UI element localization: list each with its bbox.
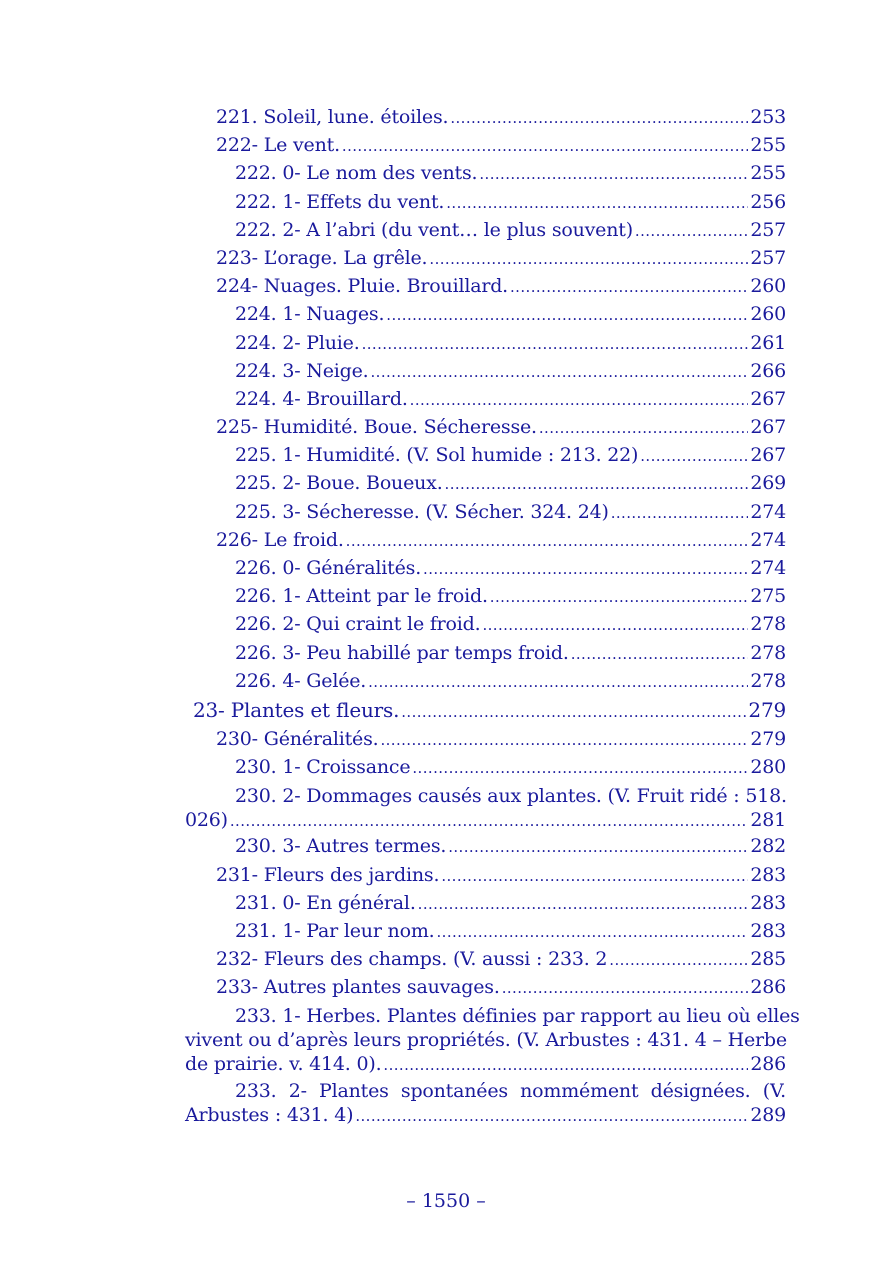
toc-entry-label: 226. 2- Qui craint le froid. — [235, 613, 481, 636]
leader-dots — [370, 363, 748, 381]
toc-entry-page: 266 — [750, 359, 786, 382]
toc-entry — [185, 303, 786, 331]
leader-dots — [611, 504, 749, 522]
toc-entry — [185, 613, 786, 641]
leader-dots — [368, 673, 748, 691]
toc-entry-page: 280 — [750, 756, 786, 779]
toc-entry-label: 224. 2- Pluie. — [235, 331, 360, 354]
toc-entry-label: 225. 1- Humidité. (V. Sol humide : 213. 22) — [235, 444, 639, 467]
toc-entry-page: 260 — [750, 303, 786, 326]
toc-entry — [185, 976, 786, 1004]
toc-entry-label: 224. 4- Brouillard. — [235, 387, 408, 410]
toc-entry-label: 232- Fleurs des champs. (V. aussi : 233. 2 — [216, 948, 608, 971]
toc-entry-page: 274 — [750, 528, 786, 551]
leader-dots — [445, 475, 749, 493]
leader-dots — [482, 616, 748, 634]
leader-dots — [635, 222, 748, 240]
toc-entry-label: 224- Nuages. Pluie. Brouillard. — [216, 275, 509, 298]
toc-entry — [185, 585, 786, 613]
table-of-contents — [185, 106, 800, 1130]
toc-entry-page: 279 — [748, 697, 786, 722]
toc-entry-page: 282 — [750, 835, 786, 858]
leader-dots — [423, 560, 748, 578]
toc-entry-page: 267 — [750, 416, 786, 439]
leader-dots — [502, 979, 749, 997]
toc-entry-label: 225. 3- Sécheresse. (V. Sécher. 324. 24) — [235, 500, 609, 523]
toc-entry-label: 230- Généralités. — [216, 727, 379, 750]
toc-entry — [185, 444, 786, 472]
toc-entry-label: 225. 2- Boue. Boueux. — [235, 472, 443, 495]
leader-dots — [386, 306, 748, 324]
toc-entry-page: 260 — [750, 275, 786, 298]
page-number: – 1550 – — [406, 1190, 486, 1212]
toc-entry-label: 231. 0- En général. — [235, 891, 416, 914]
toc-entry — [185, 835, 786, 863]
toc-entry-label-line: 026) — [185, 809, 228, 832]
toc-entry-label: 222. 2- A l’abri (du vent… le plus souvent) — [235, 218, 633, 241]
toc-entry — [185, 247, 786, 275]
toc-entry — [185, 756, 786, 784]
leader-dots — [362, 335, 749, 353]
toc-entry-page: 283 — [750, 863, 786, 886]
toc-entry-page: 278 — [750, 613, 786, 636]
leader-dots — [355, 1104, 748, 1128]
toc-entry — [185, 332, 786, 360]
toc-entry-page: 261 — [750, 331, 786, 354]
toc-entry-page: 278 — [750, 641, 786, 664]
toc-entry — [185, 134, 786, 162]
toc-section-entry — [185, 698, 786, 728]
leader-dots — [346, 532, 749, 550]
toc-entry — [185, 864, 786, 892]
toc-entry-label-line: vivent ou d’après leurs propriétés. (V. Arbustes : 431. 4 – Herbe — [185, 1029, 787, 1052]
leader-dots — [446, 194, 748, 212]
leader-dots — [436, 923, 748, 941]
toc-entry-label: 223- L’orage. La grêle. — [216, 246, 428, 269]
toc-entry — [185, 472, 786, 500]
toc-entry-multiline — [185, 784, 786, 833]
toc-entry-label-line: 233. 2- Plantes spontanées nommément désignées. (V. — [235, 1080, 786, 1103]
toc-entry — [185, 642, 786, 670]
toc-entry-label: 23- Plantes et fleurs. — [193, 697, 400, 722]
leader-dots — [479, 165, 748, 183]
toc-entry-label: 226. 4- Gelée. — [235, 669, 367, 692]
toc-entry — [185, 162, 786, 190]
leader-dots — [401, 703, 746, 721]
leader-dots — [571, 645, 749, 663]
leader-dots — [429, 250, 748, 268]
toc-entry-label: 222- Le vent. — [216, 134, 340, 157]
toc-entry-page: 274 — [750, 500, 786, 523]
toc-entry-page: 281 — [750, 809, 786, 832]
leader-dots — [441, 867, 748, 885]
toc-entry-label: 230. 3- Autres termes. — [235, 835, 447, 858]
toc-entry — [185, 948, 786, 976]
toc-entry-label-line: 233. 1- Herbes. Plantes définies par rapport au lieu où elles — [235, 1005, 800, 1028]
toc-entry — [185, 501, 786, 529]
toc-entry — [185, 275, 786, 303]
leader-dots — [412, 759, 748, 777]
toc-entry-label: 230. 1- Croissance — [235, 756, 411, 779]
leader-dots — [410, 391, 749, 409]
toc-entry — [185, 106, 786, 134]
toc-entry — [185, 416, 786, 444]
toc-entry-multiline — [185, 1079, 786, 1128]
toc-entry-page: 274 — [750, 557, 786, 579]
leader-dots — [490, 588, 749, 606]
leader-dots — [230, 809, 748, 833]
toc-entry-page: 267 — [750, 387, 786, 410]
toc-entry-label-line: de prairie. v. 414. 0). — [185, 1053, 382, 1076]
toc-entry-label: 225- Humidité. Boue. Sécheresse. — [216, 416, 537, 439]
leader-dots — [510, 278, 748, 296]
toc-entry-page: 278 — [750, 669, 786, 692]
toc-entry-label-line: Arbustes : 431. 4) — [185, 1104, 354, 1127]
toc-entry-label: 226. 3- Peu habillé par temps froid. — [235, 641, 569, 664]
leader-dots — [609, 951, 748, 969]
toc-entry-label: 221. Soleil, lune. étoiles. — [216, 106, 449, 128]
toc-entry-page: 255 — [750, 162, 786, 185]
toc-entry-page: 285 — [750, 948, 786, 971]
toc-entry-label: 226. 1- Atteint par le froid. — [235, 585, 488, 608]
toc-entry-page: 253 — [750, 106, 786, 128]
toc-entry-page: 255 — [750, 134, 786, 157]
toc-entry — [185, 219, 786, 247]
leader-dots — [342, 137, 748, 155]
leader-dots — [450, 109, 748, 127]
leader-dots — [418, 895, 749, 913]
leader-dots — [640, 447, 748, 465]
toc-entry-page: 283 — [750, 919, 786, 942]
toc-entry-page: 256 — [750, 190, 786, 213]
toc-entry-label: 226. 0- Généralités. — [235, 557, 422, 579]
toc-entry-page: 289 — [750, 1104, 786, 1127]
toc-entry-page: 283 — [750, 891, 786, 914]
toc-entry-page: 269 — [750, 472, 786, 495]
toc-entry — [185, 728, 786, 756]
toc-entry-page: 286 — [750, 976, 786, 999]
toc-entry-page: 257 — [750, 246, 786, 269]
toc-entry-label: 231- Fleurs des jardins. — [216, 863, 440, 886]
toc-entry-label: 222. 0- Le nom des vents. — [235, 162, 478, 185]
toc-entry-label: 226- Le froid. — [216, 528, 344, 551]
toc-entry — [185, 670, 786, 698]
leader-dots — [380, 731, 748, 749]
toc-entry — [185, 920, 786, 948]
toc-entry — [185, 529, 786, 557]
leader-dots — [448, 838, 748, 856]
toc-entry — [185, 892, 786, 920]
toc-entry-page: 286 — [750, 1053, 786, 1076]
toc-entry-page: 275 — [750, 585, 786, 608]
leader-dots — [383, 1053, 748, 1077]
toc-entry — [185, 191, 786, 219]
toc-entry-multiline — [185, 1004, 800, 1077]
toc-entry-page: 267 — [750, 444, 786, 467]
toc-entry-label: 224. 1- Nuages. — [235, 303, 385, 326]
leader-dots — [539, 419, 748, 437]
toc-entry-page: 257 — [750, 218, 786, 241]
toc-entry — [185, 388, 786, 416]
toc-entry-label: 224. 3- Neige. — [235, 359, 369, 382]
toc-entry — [185, 360, 786, 388]
toc-entry-label-line: 230. 2- Dommages causés aux plantes. (V. Fruit ridé : 518. — [235, 785, 787, 808]
toc-entry — [185, 557, 786, 585]
toc-entry-label: 222. 1- Effets du vent. — [235, 190, 445, 213]
toc-entry-label: 231. 1- Par leur nom. — [235, 919, 435, 942]
toc-entry-label: 233- Autres plantes sauvages. — [216, 976, 500, 999]
toc-entry-page: 279 — [750, 727, 786, 750]
